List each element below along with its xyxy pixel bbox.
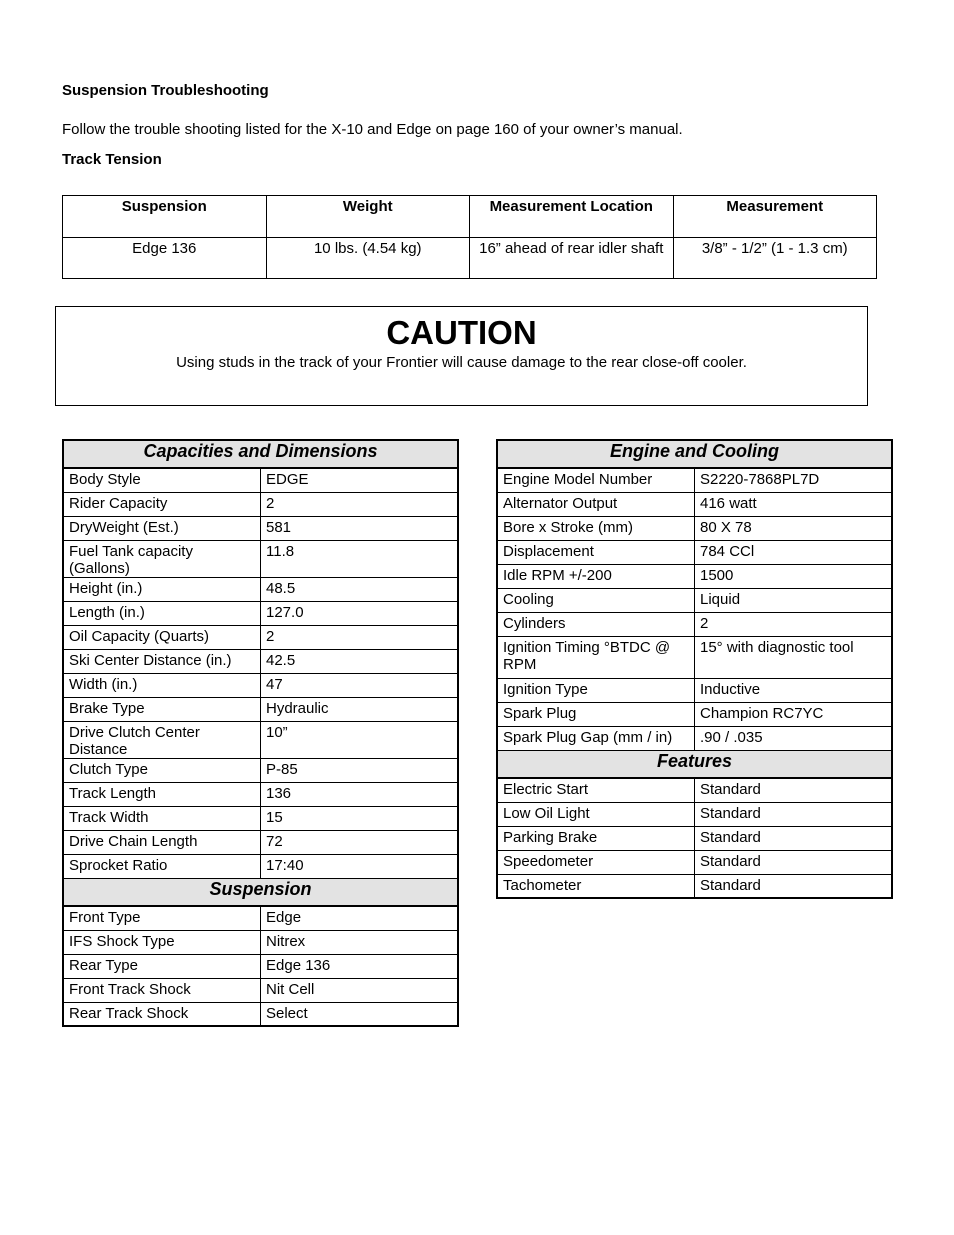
- spec-value: Nitrex: [261, 930, 459, 954]
- spec-label: Body Style: [63, 468, 261, 492]
- spec-label: Fuel Tank capacity (Gallons): [63, 540, 261, 577]
- spec-value: 581: [261, 516, 459, 540]
- engine-section-title: Engine and Cooling: [497, 440, 892, 468]
- table-row: [497, 802, 892, 826]
- spec-label: Bore x Stroke (mm): [497, 516, 695, 540]
- suspension-section-header: [63, 878, 458, 906]
- spec-label: Ignition Type: [497, 678, 695, 702]
- spec-value: 10”: [261, 721, 459, 758]
- table-row: [63, 721, 458, 758]
- spec-label: Length (in.): [63, 601, 261, 625]
- caution-title: CAUTION: [386, 314, 537, 351]
- spec-label: Track Width: [63, 806, 261, 830]
- spec-value: Standard: [695, 802, 893, 826]
- table-row: [63, 930, 458, 954]
- table-header-row: [63, 196, 877, 238]
- header-measurement: Measurement: [673, 196, 877, 238]
- track-tension-table: [62, 195, 877, 279]
- spec-label: IFS Shock Type: [63, 930, 261, 954]
- spec-label: Oil Capacity (Quarts): [63, 625, 261, 649]
- table-row: [63, 516, 458, 540]
- table-row: [63, 601, 458, 625]
- table-row: [497, 540, 892, 564]
- spec-label: Engine Model Number: [497, 468, 695, 492]
- spec-value: Hydraulic: [261, 697, 459, 721]
- spec-label: Spark Plug Gap (mm / in): [497, 726, 695, 750]
- table-row: [497, 492, 892, 516]
- table-row: [63, 854, 458, 878]
- spec-label: Cooling: [497, 588, 695, 612]
- spec-value: 416 watt: [695, 492, 893, 516]
- spec-value: 17:40: [261, 854, 459, 878]
- spec-value: Champion RC7YC: [695, 702, 893, 726]
- spec-value: Select: [261, 1002, 459, 1026]
- spec-value: S2220-7868PL7D: [695, 468, 893, 492]
- spec-value: 136: [261, 782, 459, 806]
- spec-value: 47: [261, 673, 459, 697]
- spec-label: Width (in.): [63, 673, 261, 697]
- spec-value: 1500: [695, 564, 893, 588]
- table-row: [63, 978, 458, 1002]
- spec-label: Rear Type: [63, 954, 261, 978]
- spec-value: Standard: [695, 826, 893, 850]
- spec-value: .90 / .035: [695, 726, 893, 750]
- header-weight: Weight: [266, 196, 470, 238]
- capacities-table: [62, 439, 459, 1027]
- table-row: [63, 492, 458, 516]
- table-row: [497, 516, 892, 540]
- spec-value: Nit Cell: [261, 978, 459, 1002]
- spec-label: Rider Capacity: [63, 492, 261, 516]
- table-row: [497, 726, 892, 750]
- spec-label: DryWeight (Est.): [63, 516, 261, 540]
- spec-value: 784 CCl: [695, 540, 893, 564]
- table-row: [63, 625, 458, 649]
- features-section-header: [497, 750, 892, 778]
- spec-value: 11.8: [261, 540, 459, 577]
- table-row: [497, 678, 892, 702]
- table-row: [63, 906, 458, 930]
- spec-label: Track Length: [63, 782, 261, 806]
- spec-value: 42.5: [261, 649, 459, 673]
- spec-label: Front Type: [63, 906, 261, 930]
- table-row: [63, 468, 458, 492]
- features-section-title: Features: [497, 750, 892, 778]
- spec-label: Height (in.): [63, 577, 261, 601]
- spec-label: Low Oil Light: [497, 802, 695, 826]
- table-row: [497, 778, 892, 802]
- cell-weight: 10 lbs. (4.54 kg): [266, 238, 470, 279]
- header-measurement-location: Measurement Location: [470, 196, 674, 238]
- spec-value: 2: [261, 492, 459, 516]
- table-row: [497, 850, 892, 874]
- suspension-section-title: Suspension: [63, 878, 458, 906]
- track-tension-heading: Track Tension: [62, 151, 162, 168]
- spec-label: Front Track Shock: [63, 978, 261, 1002]
- spec-value: 15° with diagnostic tool: [695, 636, 893, 678]
- cell-suspension: Edge 136: [63, 238, 267, 279]
- table-row: [497, 588, 892, 612]
- table-row: [497, 612, 892, 636]
- spec-value: 127.0: [261, 601, 459, 625]
- troubleshooting-paragraph: Follow the trouble shooting listed for the X-10 and Edge on page 160 of your owner’s manual.: [62, 121, 683, 138]
- spec-value: Edge: [261, 906, 459, 930]
- spec-label: Brake Type: [63, 697, 261, 721]
- table-row: [63, 782, 458, 806]
- spec-label: Ski Center Distance (in.): [63, 649, 261, 673]
- table-row: [63, 954, 458, 978]
- table-row: [63, 806, 458, 830]
- cell-measurement: 3/8” - 1/2” (1 - 1.3 cm): [673, 238, 877, 279]
- spec-label: Ignition Timing °BTDC @ RPM: [497, 636, 695, 678]
- spec-label: Tachometer: [497, 874, 695, 898]
- spec-label: Displacement: [497, 540, 695, 564]
- spec-value: EDGE: [261, 468, 459, 492]
- engine-table: [496, 439, 893, 899]
- spec-value: Inductive: [695, 678, 893, 702]
- spec-value: Standard: [695, 778, 893, 802]
- spec-value: 2: [261, 625, 459, 649]
- caution-text: Using studs in the track of your Frontier will cause damage to the rear close-off cooler.: [176, 354, 747, 371]
- table-row: [497, 564, 892, 588]
- spec-value: 80 X 78: [695, 516, 893, 540]
- spec-value: Standard: [695, 874, 893, 898]
- engine-section-header: [497, 440, 892, 468]
- table-row: [63, 758, 458, 782]
- spec-label: Rear Track Shock: [63, 1002, 261, 1026]
- table-row: [497, 702, 892, 726]
- table-row: [63, 697, 458, 721]
- table-row: [497, 874, 892, 898]
- spec-label: Parking Brake: [497, 826, 695, 850]
- spec-value: Liquid: [695, 588, 893, 612]
- table-row: [63, 649, 458, 673]
- table-row: [63, 238, 877, 279]
- capacities-section-title: Capacities and Dimensions: [63, 440, 458, 468]
- spec-value: 2: [695, 612, 893, 636]
- spec-label: Drive Clutch Center Distance: [63, 721, 261, 758]
- spec-label: Idle RPM +/-200: [497, 564, 695, 588]
- table-row: [497, 468, 892, 492]
- spec-label: Electric Start: [497, 778, 695, 802]
- spec-label: Sprocket Ratio: [63, 854, 261, 878]
- spec-label: Speedometer: [497, 850, 695, 874]
- cell-measurement-location: 16” ahead of rear idler shaft: [470, 238, 674, 279]
- spec-label: Drive Chain Length: [63, 830, 261, 854]
- spec-value: 15: [261, 806, 459, 830]
- table-row: [497, 636, 892, 678]
- spec-value: Edge 136: [261, 954, 459, 978]
- spec-label: Cylinders: [497, 612, 695, 636]
- table-row: [63, 540, 458, 577]
- table-row: [63, 673, 458, 697]
- table-row: [497, 826, 892, 850]
- spec-value: 72: [261, 830, 459, 854]
- spec-value: 48.5: [261, 577, 459, 601]
- suspension-troubleshooting-heading: Suspension Troubleshooting: [62, 82, 269, 99]
- spec-label: Clutch Type: [63, 758, 261, 782]
- spec-label: Alternator Output: [497, 492, 695, 516]
- table-row: [63, 1002, 458, 1026]
- spec-label: Spark Plug: [497, 702, 695, 726]
- table-row: [63, 577, 458, 601]
- header-suspension: Suspension: [63, 196, 267, 238]
- spec-value: Standard: [695, 850, 893, 874]
- caution-box: [55, 306, 868, 406]
- table-row: [63, 830, 458, 854]
- spec-value: P-85: [261, 758, 459, 782]
- capacities-section-header: [63, 440, 458, 468]
